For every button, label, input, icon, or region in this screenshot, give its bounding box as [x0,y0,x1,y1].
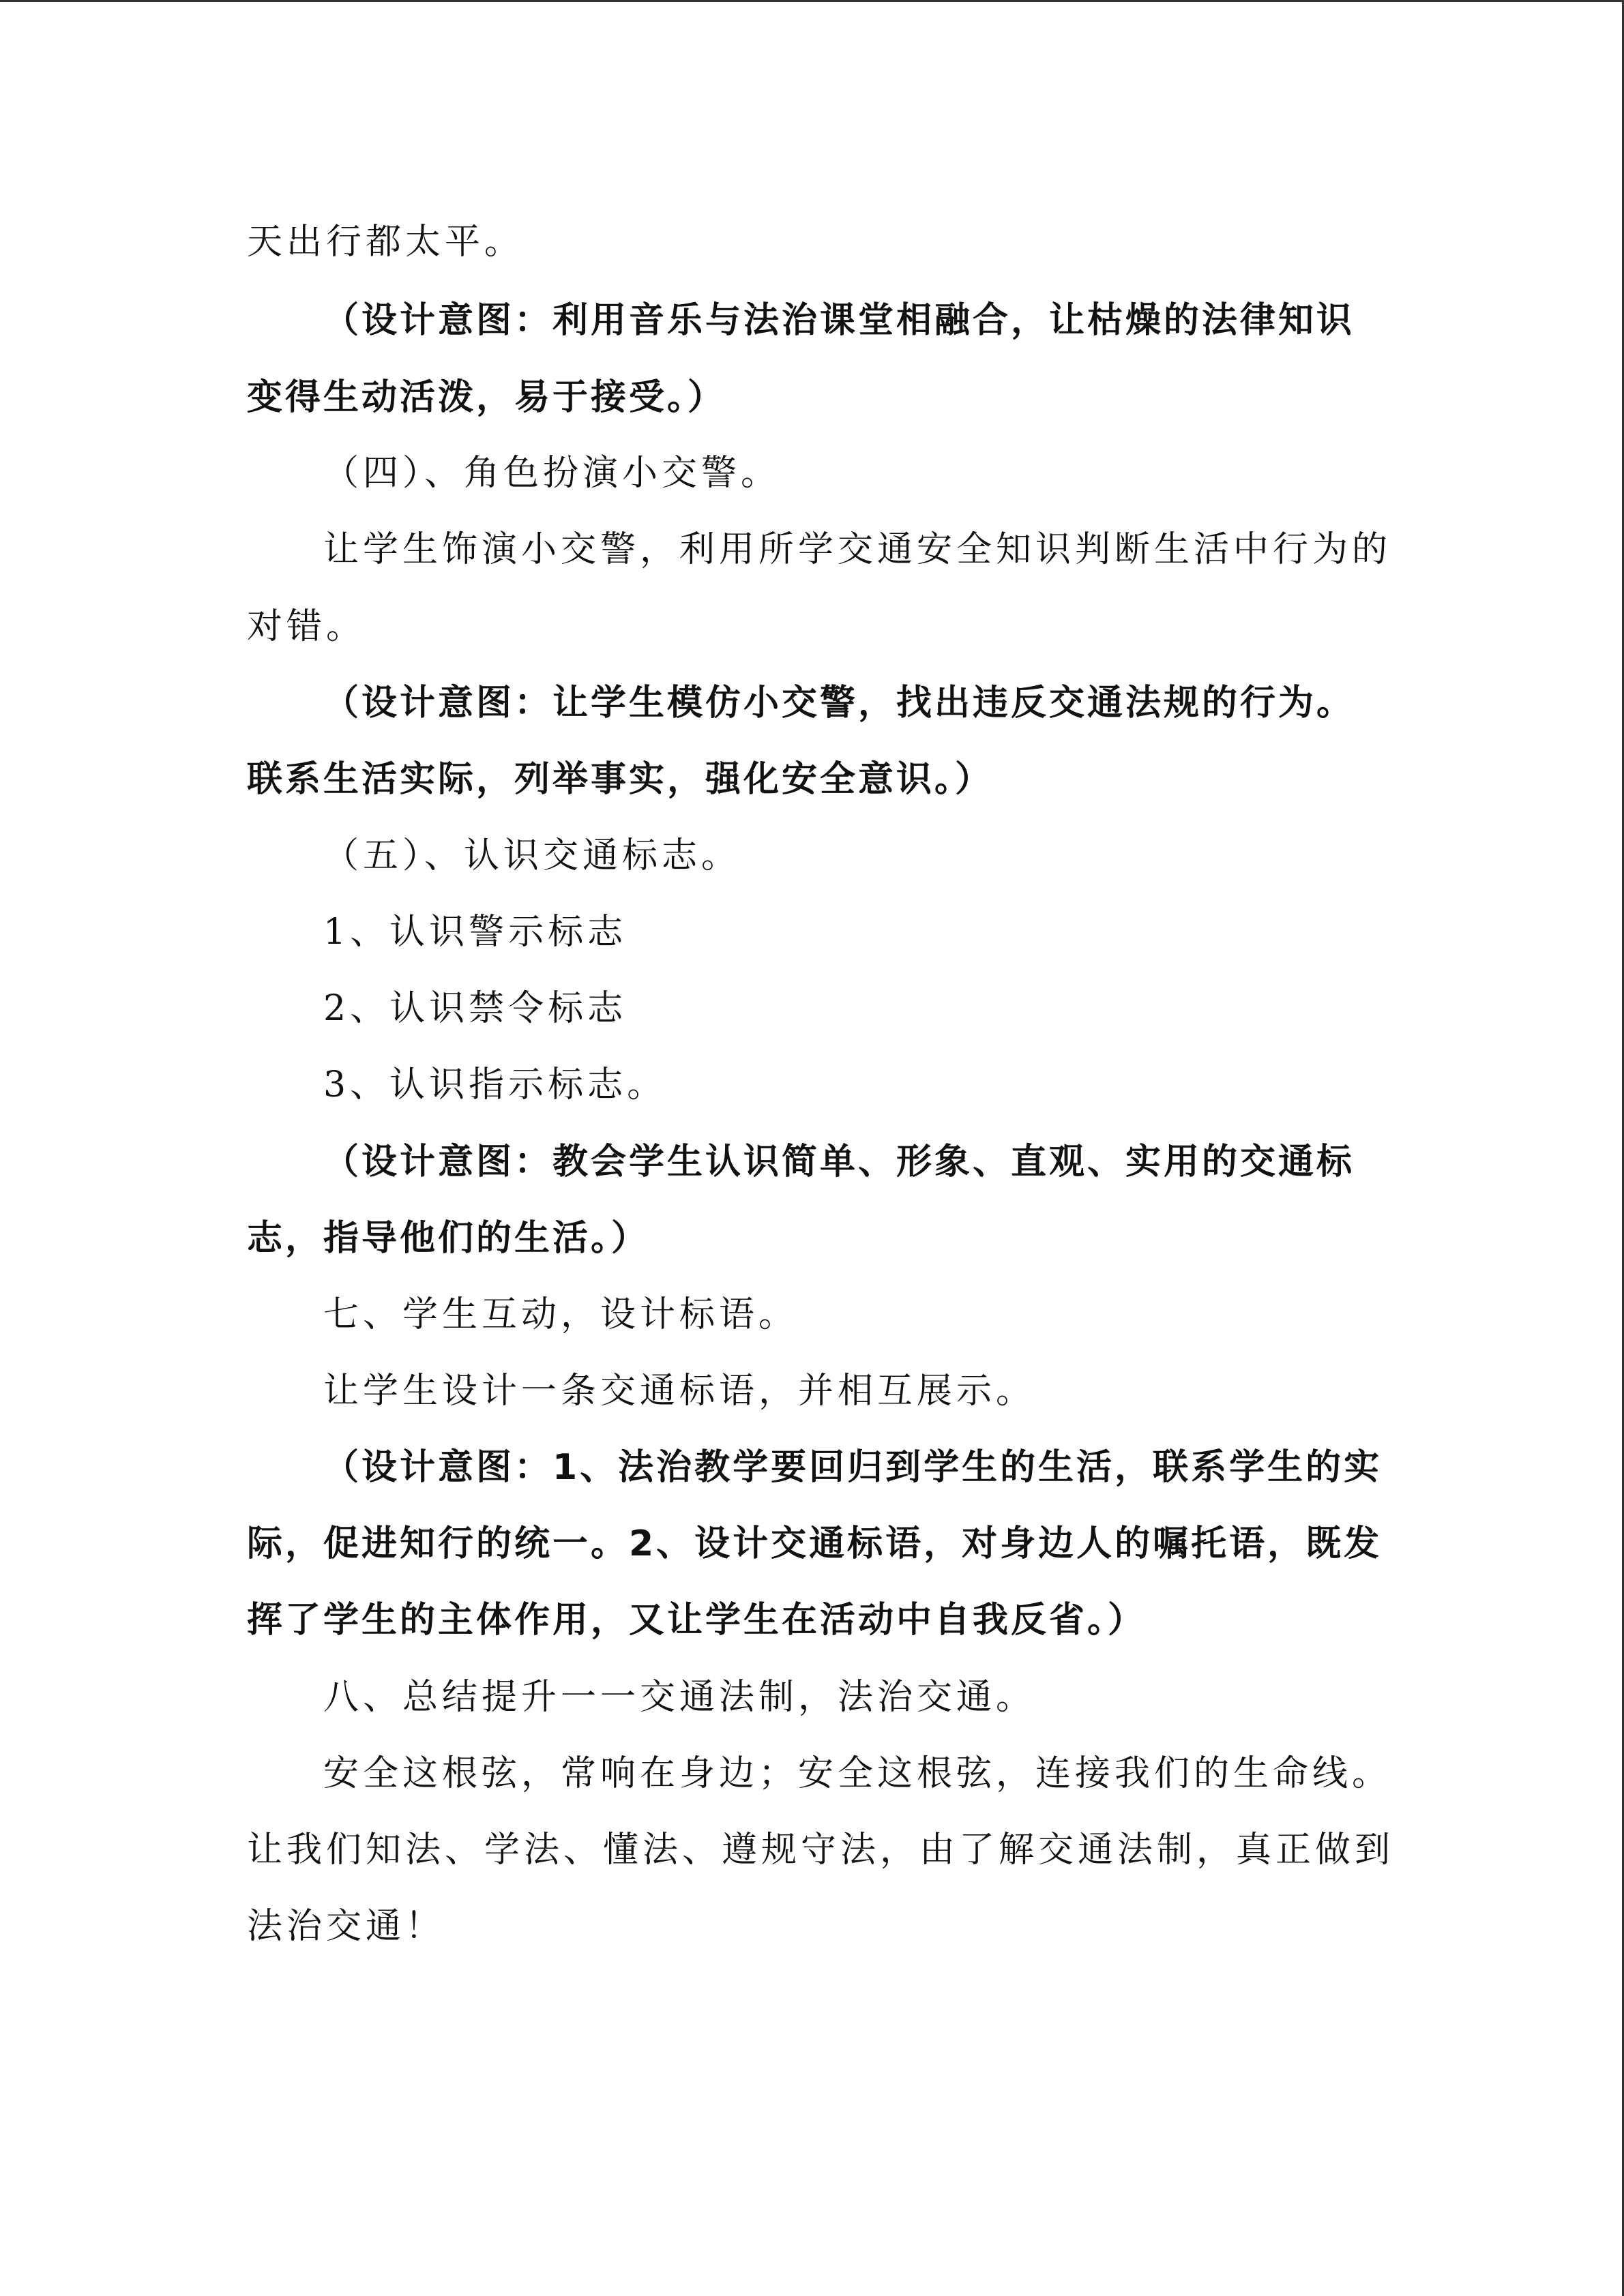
design-intent-line: （设计意图：利用音乐与法治课堂相融合，让枯燥的法律知识 [323,300,1355,341]
paragraph-line: 天出行都太平。 [247,222,525,263]
design-intent-line: 变得生动活泼，易于接受。） [247,377,726,418]
paragraph-line: 法治交通！ [247,1906,445,1947]
paragraph-line: 让学生饰演小交警，利用所学交通安全知识判断生活中行为的 [323,529,1392,570]
paragraph-line: 让我们知法、学法、懂法、遵规守法，由了解交通法制，真正做到 [247,1830,1395,1870]
section-heading: （四）、角色扮演小交警。 [323,453,781,494]
paragraph-line: 让学生设计一条交通标语，并相互展示。 [323,1371,1036,1412]
design-intent-line: 志，指导他们的生活。） [247,1218,650,1259]
section-heading: 八、总结提升一一交通法制，法治交通。 [323,1677,1036,1718]
design-intent-line: 挥了学生的主体作用，又让学生在活动中自我反省。） [247,1600,1147,1641]
section-heading: 七、学生互动，设计标语。 [323,1294,799,1335]
section-heading: （五）、认识交通标志。 [323,835,741,876]
design-intent-line: 联系生活实际，列举事实，强化安全意识。） [247,759,994,800]
design-intent-line: 际，促进知行的统一。2、设计交通标语，对身边人的嘱托语，既发 [247,1523,1383,1564]
list-item: 3、认识指示标志。 [323,1064,667,1105]
design-intent-line: （设计意图：让学生模仿小交警，找出违反交通法规的行为。 [323,683,1355,724]
list-item: 1、认识警示标志 [323,912,628,953]
design-intent-line: （设计意图：教会学生认识简单、形象、直观、实用的交通标 [323,1142,1355,1182]
list-item: 2、认识禁令标志 [323,988,628,1029]
paragraph-line: 安全这根弦，常响在身边；安全这根弦，连接我们的生命线。 [323,1753,1392,1794]
paragraph-line: 对错。 [247,606,366,647]
design-intent-line: （设计意图：1、法治教学要回归到学生的生活，联系学生的实 [323,1447,1383,1488]
page-border-top [0,0,1624,2]
